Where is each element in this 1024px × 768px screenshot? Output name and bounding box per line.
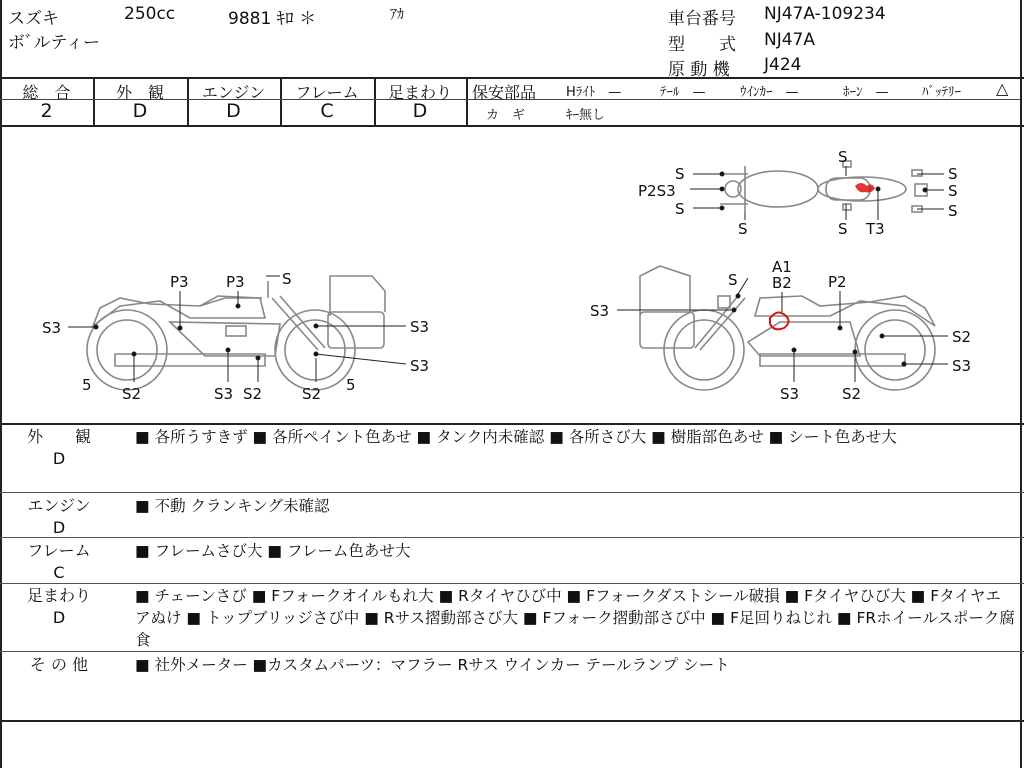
leader-lines: [68, 166, 948, 382]
grade-exterior-label: 外 観: [115, 83, 164, 102]
grade-total-value: 2: [40, 100, 53, 122]
color: ｱｶ: [390, 7, 404, 23]
damage-mark-side: [770, 312, 789, 329]
engine-label: 原 動 機: [668, 60, 730, 80]
grade-suspension-value: D: [412, 100, 428, 122]
label-left-s3-d: S3: [214, 385, 234, 403]
grade-total-label: 総 合: [22, 83, 71, 102]
safety-taillight: ﾃｰﾙ —: [660, 85, 706, 100]
safety-headlight: Hﾗｲﾄ —: [566, 85, 622, 100]
grade-frame-label: フレーム: [295, 83, 359, 102]
grade-suspension-label: 足まわり: [387, 83, 452, 102]
frame-no-label: 車台番号: [668, 9, 736, 29]
battery-warning-icon: △: [996, 79, 1009, 98]
label-right-s3-b: S3: [952, 357, 972, 375]
label-right-s2-a: S2: [952, 328, 972, 346]
label-left-p3-b: P3: [226, 273, 245, 291]
label-left-s: S: [282, 270, 292, 288]
divider: [466, 77, 468, 125]
type-label: 型 式: [668, 35, 736, 55]
label-top-s6: S: [948, 165, 958, 183]
divider: [0, 537, 1024, 538]
label-left-p3-a: P3: [170, 273, 189, 291]
section-other-text: ■ 社外メーター ■カスタムパーツ：マフラー Rサス ウインカー テールランプ シート: [135, 656, 730, 674]
grade-engine-label: エンジン: [201, 83, 266, 102]
grade-engine-value: D: [226, 100, 241, 122]
section-engine-label: エンジン: [27, 496, 91, 515]
displacement: 250cc: [124, 4, 176, 24]
label-top-s7: S: [948, 182, 958, 200]
label-right-b2: B2: [772, 274, 792, 292]
section-frame-label: フレーム: [27, 541, 91, 560]
label-left-5-b: 5: [346, 376, 356, 394]
damage-mark-top: [855, 183, 875, 193]
safety-horn: ﾎｰﾝ —: [843, 85, 889, 100]
safety-winker: ｳｲﾝｶｰ —: [740, 85, 799, 100]
frame-no: NJ47A-109234: [764, 4, 886, 24]
label-left-s2-b: S2: [243, 385, 263, 403]
section-other-label: そ の 他: [29, 655, 89, 674]
label-left-s3-c: S3: [410, 357, 430, 375]
label-left-s2-a: S2: [122, 385, 142, 403]
key-label: カ ギ: [486, 108, 526, 123]
engine-value: J424: [764, 55, 802, 75]
section-engine-text: ■ 不動 クランキング未確認: [135, 497, 330, 515]
section-exterior-grade: D: [52, 449, 66, 468]
label-top-s3: S: [675, 200, 685, 218]
model-name: ボﾞルティー: [8, 33, 101, 53]
top-view-motorcycle: [720, 161, 927, 212]
section-exterior-text: ■ 各所うすきず ■ 各所ペイント色あせ ■ タンク内未確認 ■ 各所さび大 ■ 樹脂部色あせ ■ シート色あせ大: [135, 428, 897, 446]
safety-battery: ﾊﾞｯﾃﾘｰ: [922, 85, 961, 100]
label-left-5-a: 5: [82, 376, 92, 394]
maker: スズキ: [8, 9, 59, 29]
label-top-s8: S: [948, 202, 958, 220]
type-value: NJ47A: [764, 30, 815, 50]
label-right-s3-c: S3: [780, 385, 800, 403]
grade-frame-value: C: [320, 100, 334, 122]
section-frame-grade: C: [53, 563, 65, 582]
label-top-p2s3: P2S3: [638, 182, 676, 200]
lot-number: 9881 ｷﾛ ＊: [228, 9, 317, 29]
outer-border-right: [1020, 0, 1022, 768]
label-top-s4: S: [738, 220, 748, 238]
label-left-s2-c: S2: [302, 385, 322, 403]
label-left-s3-a: S3: [42, 319, 62, 337]
divider: [0, 423, 1024, 425]
label-top-s1: S: [675, 165, 685, 183]
divider: [0, 651, 1024, 652]
label-right-a1: A1: [772, 258, 792, 276]
section-engine-grade: D: [52, 518, 66, 537]
label-left-s3-b: S3: [410, 318, 430, 336]
label-right-s3-a: S3: [590, 302, 610, 320]
divider: [0, 720, 1024, 722]
section-suspension-text: ■ チェーンさび ■ Fフォークオイルもれ大 ■ Rタイヤひび中 ■ Fフォークダストシール破損 ■ Fタイヤひび大 ■ Fタイヤエアぬけ ■ トップブリッジさび中 ■ Rサス摺動部さび大 ■ Fフォーク摺動部さび中 ■ F足回りねじれ ■ FRホイールスポーク腐食: [135, 587, 1015, 649]
label-right-p2: P2: [828, 273, 847, 291]
label-top-t3: T3: [866, 220, 885, 238]
grade-exterior-value: D: [132, 100, 148, 122]
divider: [0, 492, 1024, 493]
section-suspension-label: 足まわり: [26, 586, 91, 605]
label-right-s: S: [728, 271, 738, 289]
key-value: ｷｰ無し: [566, 108, 606, 123]
divider: [0, 583, 1024, 584]
section-exterior-label: 外 観: [26, 427, 91, 446]
motorcycle-diagram: [0, 126, 1020, 422]
section-suspension-grade: D: [52, 608, 66, 627]
safety-title: 保安部品: [472, 83, 537, 102]
label-top-s2: S: [838, 148, 848, 166]
diagram-labels: [42, 148, 971, 403]
left-view-motorcycle: [87, 276, 385, 390]
label-top-s5: S: [838, 220, 848, 238]
label-right-s2-b: S2: [842, 385, 862, 403]
divider: [0, 77, 1024, 79]
section-frame-text: ■ フレームさび大 ■ フレーム色あせ大: [135, 542, 411, 560]
